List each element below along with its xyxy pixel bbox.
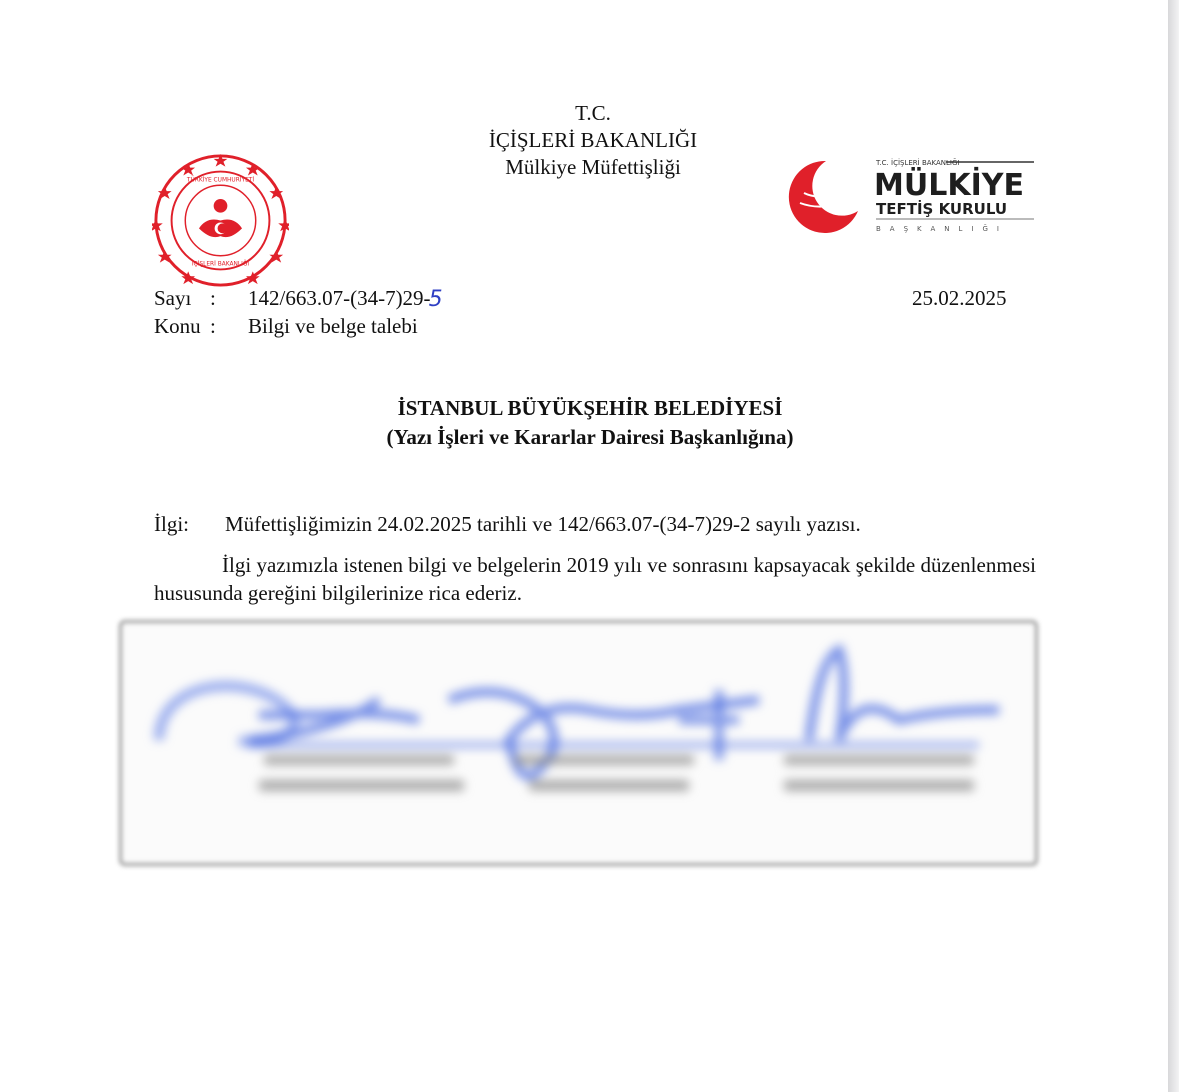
document-date: 25.02.2025 <box>912 286 1007 310</box>
svg-text:TEFTİŞ KURULU: TEFTİŞ KURULU <box>876 200 1008 218</box>
letterhead-tc: T.C. <box>575 101 611 125</box>
svg-text:MÜLKİYE: MÜLKİYE <box>874 168 1024 203</box>
konu-value: Bilgi ve belge talebi <box>248 314 418 338</box>
konu-colon: : <box>210 314 216 338</box>
recipient-name: İSTANBUL BÜYÜKŞEHİR BELEDİYESİ <box>397 396 783 420</box>
letterhead <box>393 100 793 181</box>
ilgi-label: İlgi: <box>154 512 189 536</box>
letterhead-department: Mülkiye Müfettişliği <box>505 155 681 179</box>
recipient-block <box>300 394 880 452</box>
mulkiye-teftis-kurulu-logo-icon <box>786 155 1038 237</box>
tc-icisleri-bakanligi-seal-icon <box>152 152 289 289</box>
letterhead-ministry: İÇİŞLERİ BAKANLIĞI <box>488 128 698 152</box>
page-edge <box>1168 0 1179 1092</box>
svg-text:İÇİŞLERİ BAKANLIĞI: İÇİŞLERİ BAKANLIĞI <box>191 261 250 268</box>
sayi-value: 142/663.07-(34-7)29-5 <box>248 286 443 312</box>
svg-text:T.C. İÇİŞLERİ BAKANLIĞI: T.C. İÇİŞLERİ BAKANLIĞI <box>876 159 960 167</box>
body-paragraph: İlgi yazımızla istenen bilgi ve belgelerin 2019 yılı ve sonrasını kapsayacak şekilde düzenlenmesi hususunda gereğini bilgilerinize rica ederiz. <box>154 553 1036 605</box>
ilgi-text: Müfettişliğimizin 24.02.2025 tarihli ve 142/663.07-(34-7)29-2 sayılı yazısı. <box>225 512 861 536</box>
sayi-label: Sayı <box>154 286 192 310</box>
svg-text:BAŞKANLIĞI: BAŞKANLIĞI <box>876 225 1008 233</box>
svg-text:TÜRKİYE CUMHURİYETİ: TÜRKİYE CUMHURİYETİ <box>186 177 255 184</box>
konu-label: Konu <box>154 314 201 338</box>
redacted-signatures <box>119 620 1032 860</box>
sayi-colon: : <box>210 286 216 310</box>
handwritten-number: 5 <box>428 287 443 312</box>
recipient-department: (Yazı İşleri ve Kararlar Dairesi Başkanlığına) <box>386 425 794 449</box>
